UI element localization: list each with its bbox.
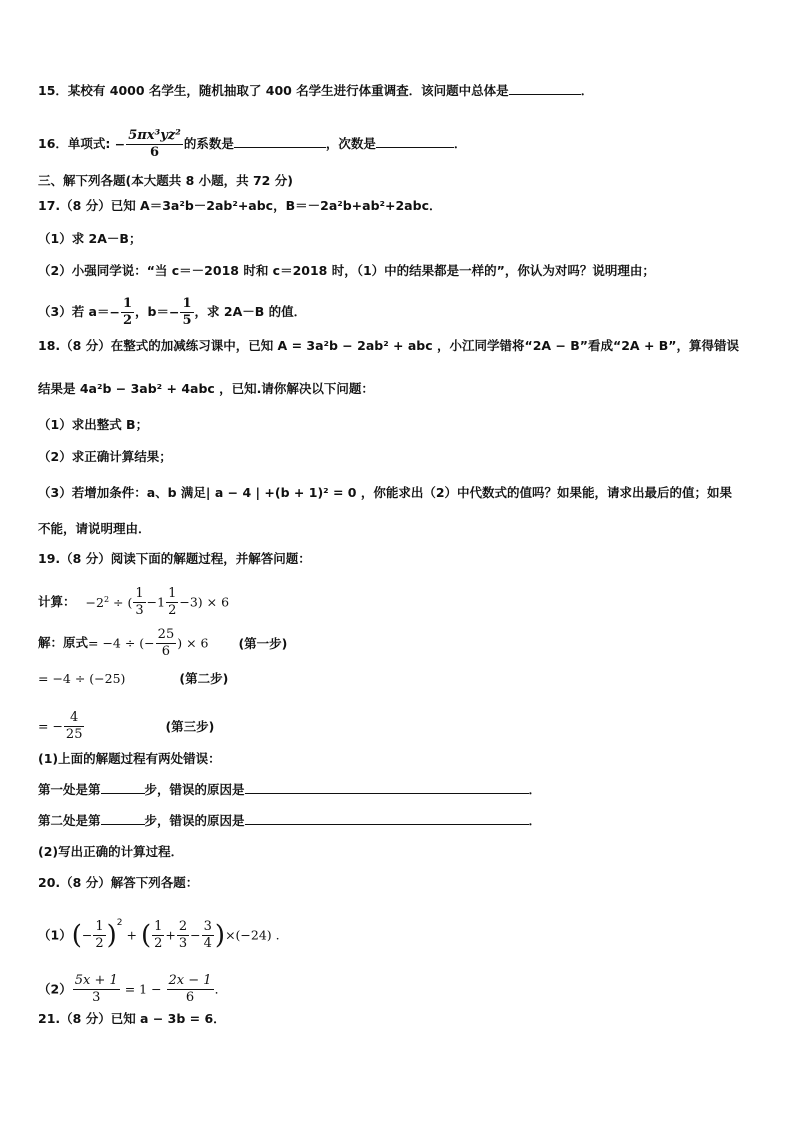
q17-a-numerator: 1: [122, 296, 133, 311]
q16-suffix: ．: [453, 136, 467, 151]
q19-step-2-expr: = −4 ÷ (−25): [38, 671, 126, 686]
q19-calc-label: 计算：: [38, 594, 76, 609]
q16-coefficient-blank[interactable]: [234, 135, 326, 148]
q19-err2-step-blank[interactable]: [101, 812, 145, 825]
question-16: 16．单项式: − $\frac{\text{5πx³yz²}}{6}$ 的系数是 ，次数是 ．: [38, 128, 467, 160]
q20-p2-label: （2）: [38, 981, 72, 997]
q17-stem: 17.（8 分）已知 A＝3a²b－2ab²+abc，B＝－2a²b+ab²+2abc．: [38, 198, 442, 213]
q19-err2-reason-blank[interactable]: [245, 812, 529, 825]
q19-calc: 计算： $-2^2$ ÷ ( $\frac{1}{3}$ −1 $\frac{1}{2}$ −3) × 6: [38, 586, 230, 618]
q20-part-1: （1）(− $\frac{1}{2}$ )$^2$ + ( $\frac{1}{2}$ + $\frac{2}{3}$ − $\frac{3}{4}$ )×(−24) .: [38, 918, 280, 951]
q19-step-3-label: (第三步): [165, 718, 215, 734]
q16-monomial-denominator: 6: [150, 145, 160, 160]
q16-degree-blank[interactable]: [376, 135, 454, 148]
q15-suffix: ．: [580, 83, 594, 98]
q15-text: 15．某校有 4000 名学生，随机抽取了 400 名学生进行体重调查．该问题中总体是: [38, 83, 509, 98]
q18-part-2: （2）求正确计算结果；: [38, 449, 172, 464]
q19-err1-dot: ．: [528, 782, 542, 797]
q19-step-2-label: (第二步): [179, 671, 229, 686]
q19-part-2: (2)写出正确的计算过程．: [38, 844, 184, 859]
q18-stem-2: 结果是 4a²b − 3ab² + 4abc ，已知.请你解决以下问题：: [38, 381, 374, 396]
question-15: [38, 82, 593, 100]
q19-stem: 19.（8 分）阅读下面的解题过程，并解答问题：: [38, 551, 311, 566]
q17-p3-text-c: ，求 2A－B 的值．: [194, 304, 307, 319]
q21-stem: 21.（8 分）已知 a − 3b = 6．: [38, 1011, 226, 1026]
q18-stem: 18.（8 分）在整式的加减练习课中，已知 A = 3a²b − 2ab² + abc ，小江同学错将“2A − B”看成“2A + B”，算得错误: [38, 338, 740, 353]
q17-b-numerator: 1: [182, 296, 192, 311]
q20-part-2: （2） $\frac{5x + 1}{3}$ = 1 − $\frac{2x - 1}{6}$ ．: [38, 973, 228, 1005]
q18-part-3-cont: 不能，请说明理由．: [38, 521, 151, 536]
q17-p3-text-b: ，b＝: [135, 304, 169, 319]
q19-error-2: [38, 812, 541, 830]
q17-part-1: （1）求 2A－B；: [38, 231, 142, 246]
q16-monomial: [126, 128, 183, 161]
q18-part-3: （3）若增加条件：a、b 满足| a − 4 | +(b + 1)² = 0 ，你能求出（2）中代数式的值吗？如果能，请求出最后的值；如果: [38, 485, 733, 500]
q17-part-2: （2）小强同学说：“当 c＝－2018 时和 c＝2018 时，（1）中的结果都是一样的”，你认为对吗？说明理由；: [38, 263, 655, 278]
q20-p1-label: （1）: [38, 927, 72, 943]
q18-part-1: （1）求出整式 B；: [38, 417, 149, 432]
q19-solve-label: 解：原式: [38, 635, 89, 650]
q20-stem: 20.（8 分）解答下列各题：: [38, 875, 199, 890]
q19-solution-step-3: = − $\frac{4}{25}$ (第三步): [38, 710, 215, 742]
q19-note: (1)上面的解题过程有两处错误：: [38, 751, 221, 766]
q17-a-denominator: 2: [122, 313, 133, 328]
q19-err2-label-b: 步，错误的原因是: [144, 813, 245, 828]
q19-error-1: [38, 781, 541, 799]
q17-a-fraction: [121, 296, 134, 329]
q17-b-denominator: 5: [182, 313, 192, 328]
q17-b-fraction: [180, 296, 193, 329]
q16-monomial-numerator: 5πx³yz²: [128, 128, 181, 143]
q19-step-1-label: (第一步): [238, 635, 288, 651]
q16-coefficient-label: 的系数是: [183, 136, 234, 151]
q19-err2-label-a: 第二处是第: [38, 813, 101, 828]
q17-p3-text-a: （3）若 a＝: [38, 304, 110, 319]
q19-err1-step-blank[interactable]: [101, 781, 145, 794]
q15-answer-blank[interactable]: [509, 82, 581, 95]
q19-err1-label-a: 第一处是第: [38, 782, 101, 797]
q19-solution-step-1: 解：原式= −4 ÷ (− $\frac{25}{6}$ ) × 6 (第一步): [38, 627, 288, 659]
q16-degree-label: ，次数是: [325, 136, 376, 151]
section-3-title: 三、解下列各题(本大题共 8 小题，共 72 分): [38, 173, 293, 188]
q16-prefix: 16．单项式:: [38, 136, 115, 151]
q19-err1-label-b: 步，错误的原因是: [144, 782, 245, 797]
q19-err1-reason-blank[interactable]: [245, 781, 529, 794]
q17-part-3: （3）若 a＝− $\frac{1}{2}$ ，b＝− $\frac{1}{5}$ ，求 2A－B 的值．: [38, 296, 307, 328]
q19-err2-dot: ．: [528, 813, 542, 828]
q19-solution-step-2: [38, 670, 228, 688]
